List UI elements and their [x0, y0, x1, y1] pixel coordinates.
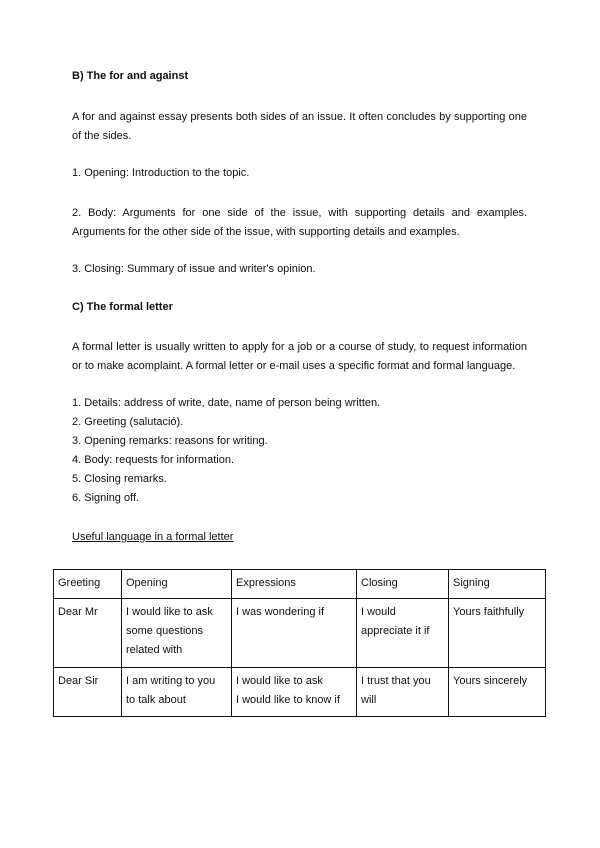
table-cell — [449, 668, 546, 717]
cell-line: I trust that you — [361, 675, 431, 687]
section-b-intro: A for and against essay presents both sides of an issue. It often concludes by supporting one of the sides. — [72, 111, 527, 142]
cell-line: I would like to ask — [126, 606, 213, 618]
section-c-heading: C) The formal letter — [72, 301, 173, 313]
list-item: 5. Closing remarks. — [72, 473, 167, 485]
section-b-heading: B) The for and against — [72, 70, 189, 82]
list-item: 2. Greeting (salutació). — [72, 416, 184, 428]
useful-language-title: Useful language in a formal letter — [72, 531, 234, 543]
header-cell: Expressions — [232, 570, 357, 599]
cell-line: I would like to ask — [236, 675, 323, 687]
table-cell — [232, 668, 357, 717]
cell-line: related with — [126, 644, 183, 656]
cell-line: will — [361, 694, 377, 706]
cell-line: Yours faithfully — [453, 606, 525, 618]
section-c-intro: A formal letter is usually written to apply for a job or a course of study, to request information or to make acomplaint. A formal letter or e-mail uses a specific format and formal language. — [72, 341, 527, 372]
header-cell: Greeting — [54, 570, 122, 599]
formal-letter-table — [53, 569, 546, 717]
cell-line: Dear Mr — [58, 606, 98, 618]
cell-line: some questions — [126, 625, 204, 637]
table-cell — [357, 599, 449, 668]
list-item: 3. Opening remarks: reasons for writing. — [72, 435, 268, 447]
table-cell — [232, 599, 357, 668]
table-cell — [54, 668, 122, 717]
section-b-point-1: 1. Opening: Introduction to the topic. — [72, 167, 250, 179]
table-cell — [122, 599, 232, 668]
cell-line: I was wondering if — [236, 606, 325, 618]
cell-line: I would like to know if — [236, 694, 340, 706]
section-b-point-2: 2. Body: Arguments for one side of the issue, with supporting details and examples. Arguments for the other side of the issue, with supporting details and examples. — [72, 207, 527, 238]
cell-line: appreciate it if — [361, 625, 430, 637]
table-header-row — [54, 570, 546, 599]
table-row — [54, 668, 546, 717]
list-item: 4. Body: requests for information. — [72, 454, 235, 466]
cell-line: I would — [361, 606, 396, 618]
header-cell: Opening — [122, 570, 232, 599]
list-item: 6. Signing off. — [72, 492, 140, 504]
table-cell — [122, 668, 232, 717]
section-b-point-3: 3. Closing: Summary of issue and writer's opinion. — [72, 263, 316, 275]
cell-line: I am writing to you — [126, 675, 216, 687]
table-row — [54, 599, 546, 668]
list-item: 1. Details: address of write, date, name of person being written. — [72, 397, 381, 409]
header-cell: Signing — [449, 570, 546, 599]
table-cell — [449, 599, 546, 668]
cell-line: Dear Sir — [58, 675, 99, 687]
table-cell — [357, 668, 449, 717]
cell-line: to talk about — [126, 694, 186, 706]
header-cell: Closing — [357, 570, 449, 599]
table-cell — [54, 599, 122, 668]
cell-line: Yours sincerely — [453, 675, 528, 687]
